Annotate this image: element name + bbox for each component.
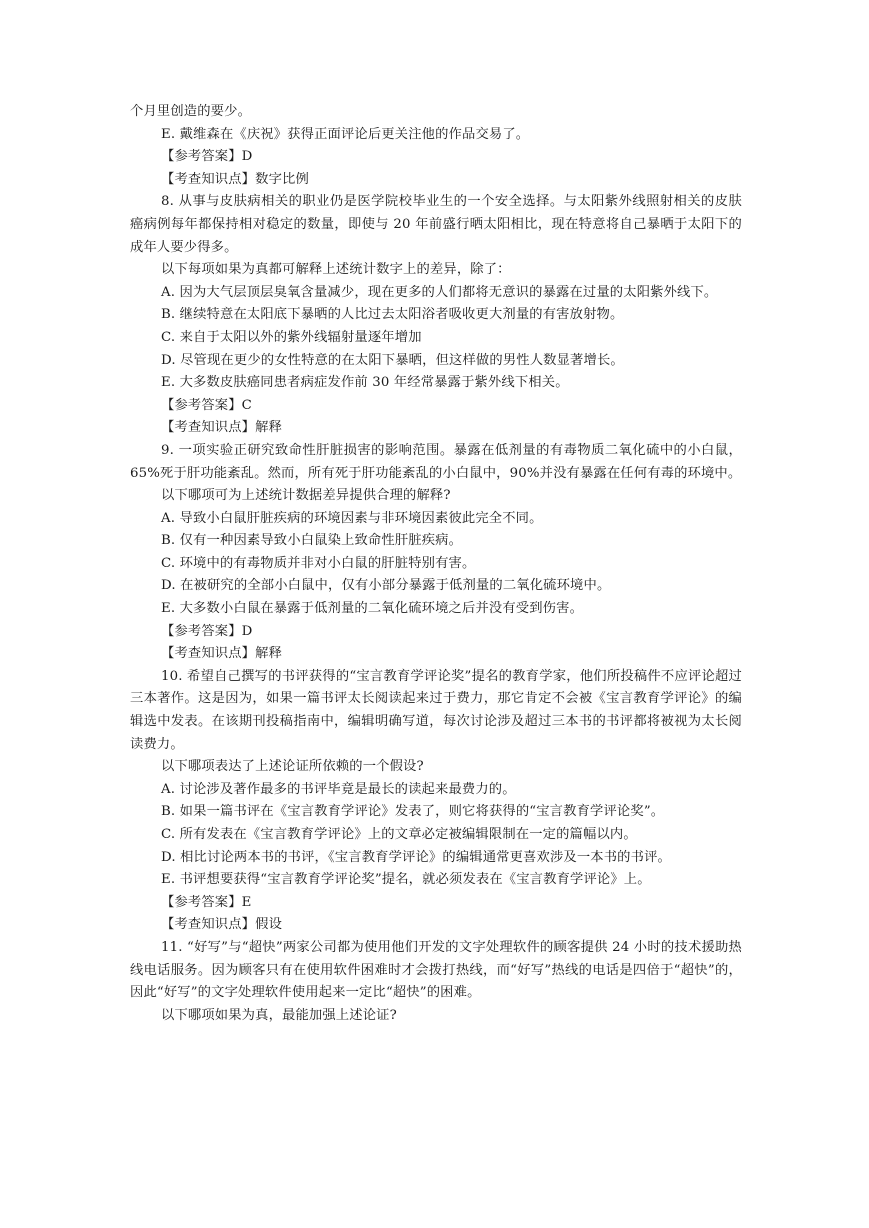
- question-prompt: 以下哪项表达了上述论证所依赖的一个假设?: [161, 759, 424, 775]
- option-b: B. 仅有一种因素导致小白鼠染上致命性肝脏疾病。: [161, 533, 463, 549]
- option-e: E. 大多数小白鼠在暴露于低剂量的二氧化硫环境之后并没有受到伤害。: [161, 601, 584, 617]
- option-d: D. 在被研究的全部小白鼠中，仅有小部分暴露于低剂量的二氧化硫环境中。: [161, 578, 611, 594]
- option-c: C. 环境中的有毒物质并非对小白鼠的肝脏特别有害。: [161, 555, 476, 571]
- option-e: E. 戴维森在《庆祝》获得正面评论后更关注他的作品交易了。: [161, 126, 530, 142]
- question-11: 11. “好写”与“超快”两家公司都为使用他们开发的文字处理软件的顾客提供 24 小时的技术援助热线电话服务。因为顾客只有在使用软件困难时才会拨打热线，而“好写”热线的电话是四倍于“超快”的，因此“好写”的文字处理软件使用起来一定比“超快”的困难。: [130, 939, 742, 1001]
- knowledge-point-label: 【考查知识点】假设: [161, 917, 283, 933]
- question-9: 9. 一项实验正研究致命性肝脏损害的影响范围。暴露在低剂量的有毒物质二氧化硫中的小白鼠，65%死于肝功能紊乱。然而，所有死于肝功能紊乱的小白鼠中，90%并没有暴露在任何有毒的环境中。: [130, 442, 742, 481]
- option-b: B. 继续特意在太阳底下暴晒的人比过去太阳浴者吸收更大剂量的有害放射物。: [161, 307, 624, 323]
- knowledge-point-label: 【考查知识点】数字比例: [161, 171, 309, 187]
- option-d: D. 尽管现在更少的女性特意的在太阳下暴晒，但这样做的男性人数显著增长。: [161, 352, 624, 368]
- document-body: [130, 101, 742, 1027]
- option-e: E. 书评想要获得“宝言教育学评论奖”提名，就必须发表在《宝言教育学评论》上。: [161, 872, 651, 888]
- option-b: B. 如果一篇书评在《宝言教育学评论》发表了，则它将获得的“宝言教育学评论奖”。: [161, 804, 665, 820]
- question-8: 8. 从事与皮肤病相关的职业仍是医学院校毕业生的一个安全选择。与太阳紫外线照射相关的皮肤癌病例每年都保持相对稳定的数量，即使与 20 年前盛行晒太阳相比，现在特意将自己暴晒于太阳下的成年人要少得多。: [130, 194, 742, 255]
- option-a: A. 讨论涉及著作最多的书评毕竟是最长的读起来最费力的。: [161, 781, 516, 797]
- question-10: 10. 希望自己撰写的书评获得的“宝言教育学评论奖”提名的教育学家，他们所投稿件不应评论超过三本著作。这是因为，如果一篇书评太长阅读起来过于费力，那它肯定不会被《宝言教育学评论》的编辑选中发表。在该期刊投稿指南中，编辑明确写道，每次讨论涉及超过三本书的书评都将被视为太长阅读费力。: [130, 668, 742, 752]
- answer-label: 【参考答案】D: [161, 149, 253, 165]
- question-prompt: 以下哪项可为上述统计数据差异提供合理的解释?: [161, 488, 451, 504]
- option-d: D. 相比讨论两本书的书评，《宝言教育学评论》的编辑通常更喜欢涉及一本书的书评。: [161, 849, 671, 865]
- option-c: C. 来自于太阳以外的紫外线辐射量逐年增加: [161, 329, 422, 345]
- paragraph: 个月里创造的要少。: [130, 104, 252, 119]
- knowledge-point-label: 【考查知识点】解释: [161, 646, 283, 662]
- option-a: A. 导致小白鼠肝脏疾病的环境因素与非环境因素彼此完全不同。: [161, 510, 543, 526]
- question-prompt: 以下每项如果为真都可解释上述统计数字上的差异，除了：: [161, 262, 511, 278]
- knowledge-point-label: 【考查知识点】解释: [161, 420, 283, 436]
- option-e: E. 大多数皮肤癌同患者病症发作前 30 年经常暴露于紫外线下相关。: [161, 375, 569, 391]
- answer-label: 【参考答案】D: [161, 623, 253, 639]
- answer-label: 【参考答案】E: [161, 894, 252, 910]
- answer-label: 【参考答案】C: [161, 397, 253, 413]
- question-prompt: 以下哪项如果为真，最能加强上述论证?: [161, 1007, 397, 1023]
- option-c: C. 所有发表在《宝言教育学评论》上的文章必定被编辑限制在一定的篇幅以内。: [161, 827, 637, 842]
- option-a: A. 因为大气层顶层臭氧含量减少，现在更多的人们都将无意识的暴露在过量的太阳紫外线下。: [161, 284, 718, 300]
